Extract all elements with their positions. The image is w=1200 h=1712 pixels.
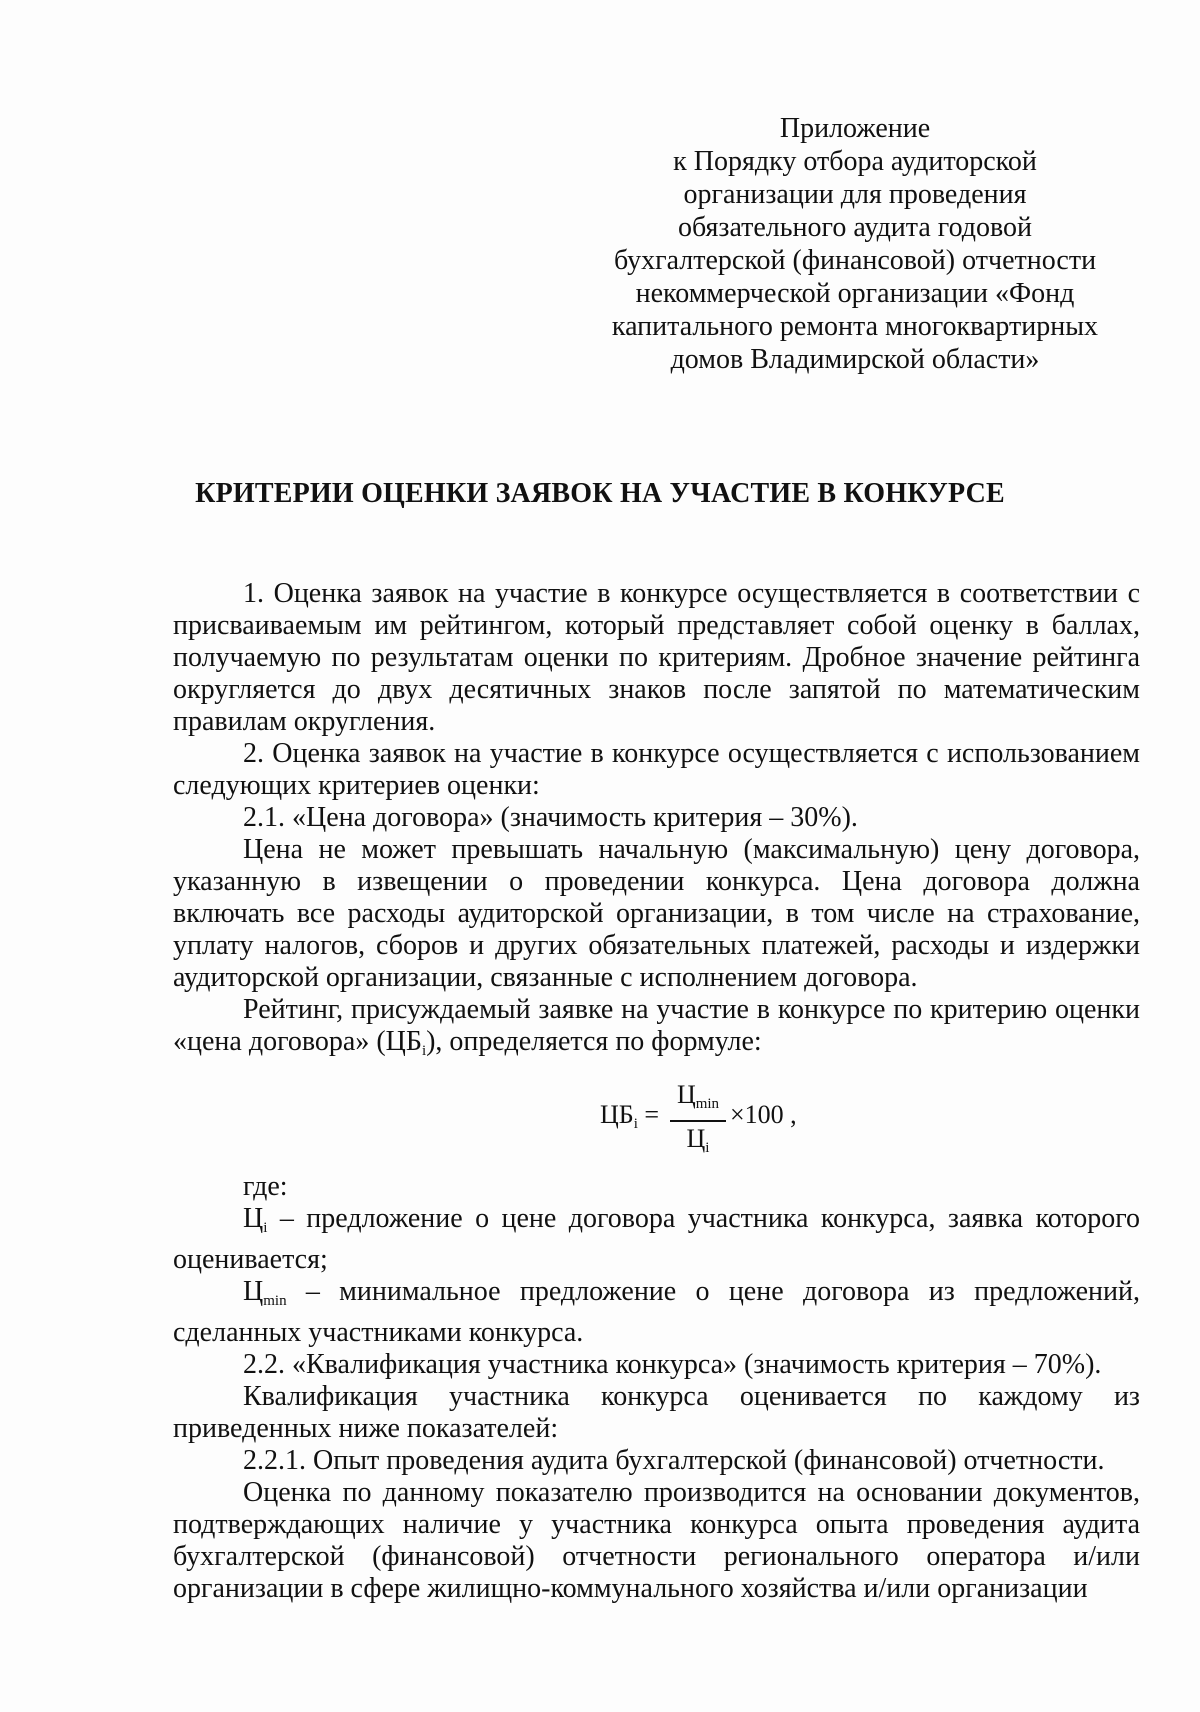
appendix-line: домов Владимирской области»: [670, 344, 1040, 375]
definition-cmin: [173, 1276, 1140, 1349]
formula-lhs-subscript: i: [633, 1116, 638, 1132]
appendix-line: Приложение: [779, 113, 931, 144]
rating-text-end: ), определяется по формуле:: [426, 1026, 762, 1057]
paragraph-2-2-1: 2.2.1. Опыт проведения аудита бухгалтерской (финансовой) отчетности.: [243, 1445, 1105, 1476]
document-title: КРИТЕРИИ ОЦЕНКИ ЗАЯВОК НА УЧАСТИЕ В КОНКУРСЕ: [195, 478, 1005, 509]
cmin-subscript: min: [263, 1293, 287, 1309]
ci-definition: – предложение о цене договора участника конкурса, заявка которого оценивается;: [173, 1203, 1140, 1275]
where-label: где:: [243, 1171, 288, 1202]
appendix-header: [600, 112, 1110, 376]
formula-numerator: [670, 1080, 726, 1119]
ci-subscript: i: [263, 1220, 268, 1236]
denominator-symbol: Ц: [686, 1124, 706, 1153]
paragraph-rating: [173, 994, 1140, 1067]
rating-text: Рейтинг, присуждаемый заявке на участие в конкурсе по критерию оценки «цена договора» (ЦБ: [173, 994, 1140, 1057]
denominator-subscript: i: [705, 1140, 710, 1156]
appendix-line: к Порядку отбора аудиторской: [673, 146, 1037, 177]
paragraph-last: Оценка по данному показателю производится на основании документов, подтверждающих наличие у участника конкурса опыта проведения аудита бухгалтерской (финансовой) отчетности регионального оператора и/или организации в сфере жилищно-коммунального хозяйства и/или организации: [173, 1477, 1140, 1604]
paragraph-1: 1. Оценка заявок на участие в конкурсе осуществляется в соответствии с присваиваемым им рейтингом, который представляет собой оценку в баллах, получаемую по результатам оценки по критериям. Дробное значение рейтинга округляется до двух десятичных знаков после запятой по математическим правилам округления.: [173, 578, 1140, 737]
cmin-definition: – минимальное предложение о цене договора из предложений, сделанных участниками конкурса.: [173, 1276, 1140, 1348]
appendix-line: организации для проведения: [683, 179, 1027, 210]
numerator-symbol: Ц: [676, 1080, 696, 1109]
formula-denominator: [670, 1124, 726, 1163]
definition-ci: [173, 1203, 1140, 1276]
formula-fraction: [670, 1080, 726, 1163]
paragraph-qualification: Квалификация участника конкурса оценивается по каждому из приведенных ниже показателей:: [173, 1381, 1140, 1444]
formula-equals: =: [637, 1100, 660, 1129]
formula-rhs: ×100 ,: [730, 1100, 797, 1129]
paragraph-price: Цена не может превышать начальную (максимальную) цену договора, указанную в извещении о проведении конкурса. Цена договора должна включать все расходы аудиторской организации, в том числе на страхование, уплату налогов, сборов и других обязательных платежей, расходы и издержки аудиторской организации, связанные с исполнением договора.: [173, 834, 1140, 993]
cmin-symbol: Ц: [243, 1276, 264, 1307]
numerator-subscript: min: [695, 1096, 720, 1112]
paragraph-2-1: 2.1. «Цена договора» (значимость критерия – 30%).: [243, 802, 858, 833]
appendix-line: бухгалтерской (финансовой) отчетности: [613, 245, 1097, 276]
rating-subscript: i: [421, 1043, 427, 1059]
formula-lhs: [600, 1100, 659, 1133]
appendix-line: капитального ремонта многоквартирных: [611, 311, 1099, 342]
paragraph-2-2: 2.2. «Квалификация участника конкурса» (значимость критерия – 70%).: [243, 1349, 1102, 1380]
document-body: [173, 578, 1140, 1605]
formula-lhs-symbol: ЦБ: [600, 1100, 634, 1129]
appendix-line: обязательного аудита годовой: [677, 212, 1033, 243]
ci-symbol: Ц: [243, 1203, 264, 1234]
paragraph-2: 2. Оценка заявок на участие в конкурсе осуществляется с использованием следующих критериев оценки:: [173, 738, 1140, 801]
fraction-bar: [670, 1120, 726, 1122]
appendix-line: некоммерческой организации «Фонд: [635, 278, 1075, 309]
